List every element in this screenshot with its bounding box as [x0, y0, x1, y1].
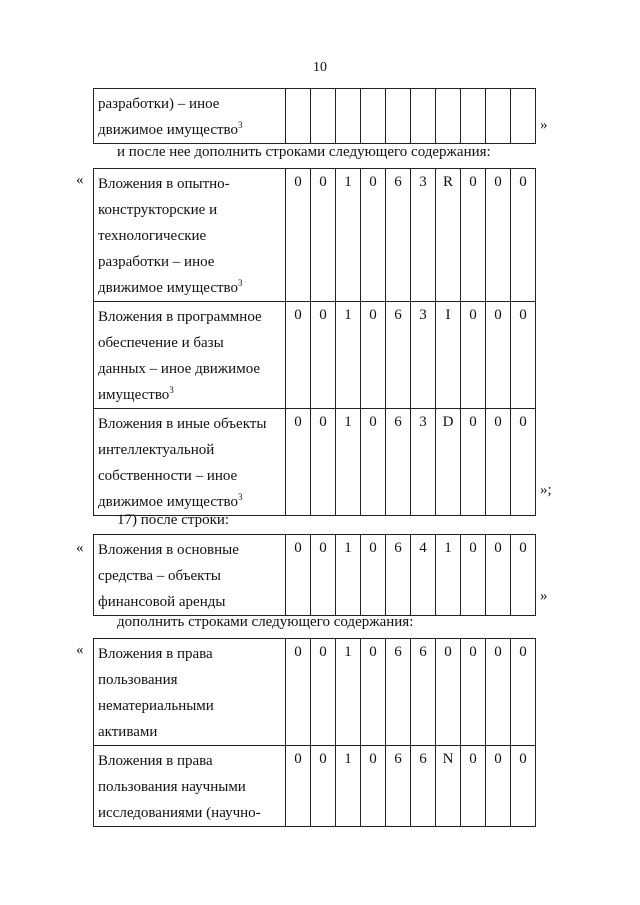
closing-quote-3: »: [540, 588, 548, 604]
opening-quote-3: «: [76, 540, 84, 556]
code-cell: 0: [511, 639, 536, 746]
code-cell: [361, 89, 386, 144]
code-cell: 0: [361, 169, 386, 302]
code-cell: 0: [461, 535, 486, 616]
row-name-line: данных – иное движимое: [98, 361, 261, 377]
paragraph-add-rows: и после нее дополнить строками следующего содержания:: [117, 144, 491, 160]
code-cell: 0: [511, 302, 536, 409]
table-row: [94, 746, 536, 827]
opening-quote-4: «: [76, 642, 84, 658]
row-name-line: движимое имущество: [98, 280, 239, 296]
row-name-line: Вложения в права: [98, 753, 213, 769]
code-cell: 0: [486, 302, 511, 409]
code-cell: 0: [311, 746, 336, 827]
code-cell: 0: [461, 409, 486, 516]
row-name-cell: [94, 746, 286, 827]
code-cell: 0: [461, 746, 486, 827]
code-cell: 1: [436, 535, 461, 616]
closing-quote-1: »: [540, 117, 548, 133]
table-row: [94, 409, 536, 516]
table-r-i-d: [93, 168, 536, 516]
code-cell: 0: [311, 409, 336, 516]
code-cell: 0: [486, 535, 511, 616]
code-cell: [311, 89, 336, 144]
code-cell: [286, 89, 311, 144]
code-cell: 0: [461, 302, 486, 409]
code-cell: 0: [511, 746, 536, 827]
row-name-line: исследованиями (научно-: [98, 805, 261, 821]
page-number: 10: [313, 60, 327, 75]
row-name-line: нематериальными: [98, 698, 214, 714]
code-cell: 0: [436, 639, 461, 746]
table-finance-lease: [93, 534, 536, 616]
code-cell: [486, 89, 511, 144]
table-usage-rights: [93, 638, 536, 827]
row-name-line: Вложения в права: [98, 646, 213, 662]
code-cell: 0: [286, 302, 311, 409]
table-top: [93, 88, 536, 144]
code-cell: 0: [286, 169, 311, 302]
code-cell: 0: [311, 302, 336, 409]
code-cell: 1: [336, 409, 361, 516]
code-cell: [436, 89, 461, 144]
row-name-cell: [94, 409, 286, 516]
footnote-marker: 3: [238, 492, 243, 502]
row-name-line: пользования: [98, 672, 178, 688]
row-name-cell: [94, 302, 286, 409]
code-cell: 0: [461, 169, 486, 302]
row-name-line: обеспечение и базы: [98, 335, 224, 351]
code-cell: 0: [486, 746, 511, 827]
code-cell: [511, 89, 536, 144]
code-cell: 3: [411, 169, 436, 302]
row-name-line: движимое имущество: [98, 494, 239, 510]
row-name-line: конструкторские и: [98, 202, 218, 218]
table-row: [94, 302, 536, 409]
row-name-line: средства – объекты: [98, 568, 221, 584]
opening-quote-2: «: [76, 172, 84, 188]
row-name-line: разработки) – иное: [98, 96, 220, 112]
row-name-cell: [94, 89, 286, 144]
footnote-marker: 3: [238, 120, 243, 130]
row-name-cell: [94, 639, 286, 746]
code-cell: 0: [511, 409, 536, 516]
code-cell: 6: [386, 302, 411, 409]
code-cell: 0: [361, 639, 386, 746]
row-name-line: активами: [98, 724, 158, 740]
code-cell: 0: [286, 535, 311, 616]
code-cell: 0: [361, 302, 386, 409]
code-cell: D: [436, 409, 461, 516]
code-cell: 6: [411, 746, 436, 827]
code-cell: 6: [386, 169, 411, 302]
code-cell: [336, 89, 361, 144]
code-cell: 1: [336, 639, 361, 746]
row-name-line: движимое имущество: [98, 122, 239, 138]
row-name-line: интеллектуальной: [98, 442, 215, 458]
row-name-line: финансовой аренды: [98, 594, 226, 610]
code-cell: 0: [361, 535, 386, 616]
row-name-line: пользования научными: [98, 779, 246, 795]
code-cell: 3: [411, 302, 436, 409]
row-name-line: имущество: [98, 387, 170, 403]
code-cell: 0: [311, 535, 336, 616]
code-cell: 0: [461, 639, 486, 746]
closing-quote-2: »;: [540, 482, 552, 498]
code-cell: 1: [336, 169, 361, 302]
table-row: [94, 639, 536, 746]
code-cell: N: [436, 746, 461, 827]
code-cell: 6: [411, 639, 436, 746]
code-cell: 4: [411, 535, 436, 616]
row-name-line: Вложения в иные объекты: [98, 416, 267, 432]
code-cell: 0: [311, 639, 336, 746]
code-cell: 0: [286, 746, 311, 827]
code-cell: 6: [386, 639, 411, 746]
code-cell: 0: [486, 639, 511, 746]
code-cell: 6: [386, 409, 411, 516]
footnote-marker: 3: [169, 385, 174, 395]
code-cell: R: [436, 169, 461, 302]
row-name-line: Вложения в основные: [98, 542, 239, 558]
code-cell: 0: [486, 169, 511, 302]
code-cell: 1: [336, 302, 361, 409]
code-cell: 0: [361, 746, 386, 827]
row-name-line: Вложения в программное: [98, 309, 262, 325]
code-cell: [461, 89, 486, 144]
code-cell: 6: [386, 535, 411, 616]
row-name-line: разработки – иное: [98, 254, 215, 270]
row-name-line: технологические: [98, 228, 207, 244]
code-cell: 0: [486, 409, 511, 516]
table-row: [94, 169, 536, 302]
code-cell: 0: [311, 169, 336, 302]
table-row: [94, 89, 536, 144]
paragraph-item-17: 17) после строки:: [117, 512, 230, 528]
code-cell: 3: [411, 409, 436, 516]
row-name-line: собственности – иное: [98, 468, 238, 484]
code-cell: 0: [511, 169, 536, 302]
table-row: [94, 535, 536, 616]
code-cell: 1: [336, 746, 361, 827]
code-cell: 0: [286, 409, 311, 516]
row-name-line: Вложения в опытно-: [98, 176, 230, 192]
code-cell: 0: [361, 409, 386, 516]
row-name-cell: [94, 535, 286, 616]
paragraph-add-rows-2: дополнить строками следующего содержания:: [117, 614, 414, 630]
footnote-marker: 3: [238, 278, 243, 288]
code-cell: 6: [386, 746, 411, 827]
row-name-cell: [94, 169, 286, 302]
code-cell: 1: [336, 535, 361, 616]
code-cell: I: [436, 302, 461, 409]
code-cell: [386, 89, 411, 144]
code-cell: 0: [286, 639, 311, 746]
code-cell: 0: [511, 535, 536, 616]
code-cell: [411, 89, 436, 144]
